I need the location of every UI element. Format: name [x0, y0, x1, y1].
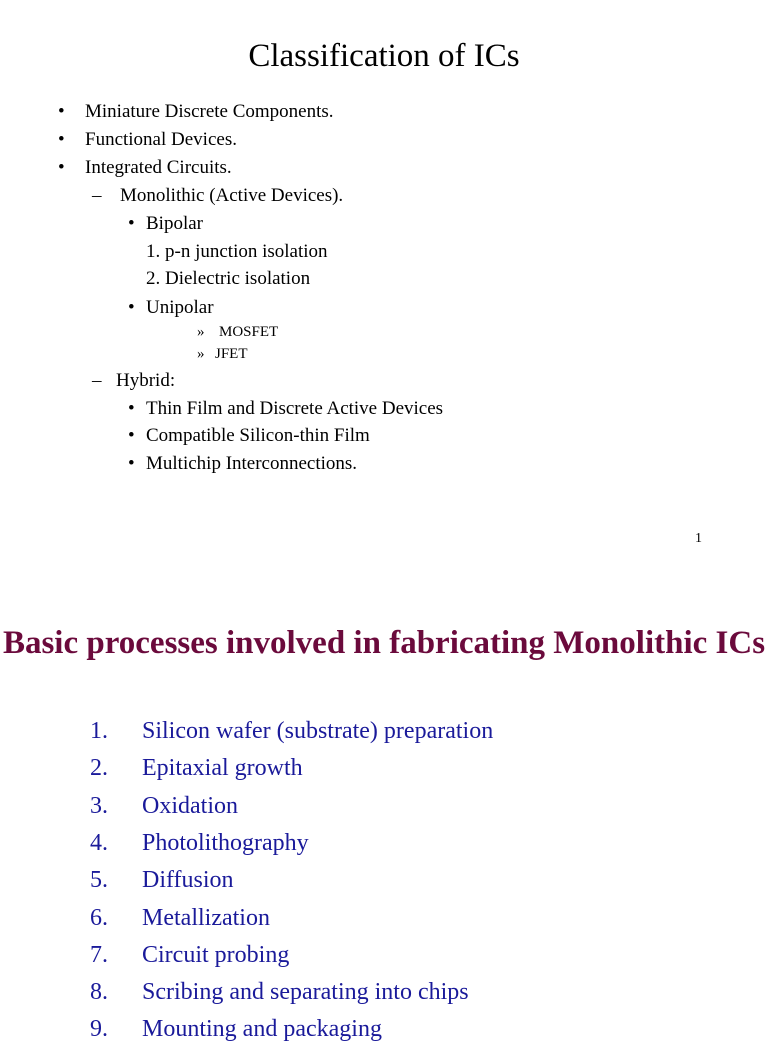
- list-item-integrated: Integrated Circuits.: [85, 157, 232, 178]
- step-number: 2.: [90, 755, 108, 781]
- list-item-jfet: JFET: [215, 346, 248, 362]
- bullet-icon: •: [58, 129, 65, 150]
- step-text: Oxidation: [142, 793, 238, 819]
- list-item-dielectric: 2. Dielectric isolation: [146, 268, 311, 289]
- step-text: Silicon wafer (substrate) preparation: [142, 718, 494, 744]
- step-text: Metallization: [142, 905, 270, 931]
- step-number: 6.: [90, 905, 108, 931]
- raquo-icon: »: [197, 346, 205, 362]
- list-item-monolithic: Monolithic (Active Devices).: [120, 185, 344, 206]
- step-number: 4.: [90, 830, 108, 856]
- list-item-functional: Functional Devices.: [85, 129, 237, 150]
- page-number: 1: [695, 531, 702, 546]
- step-number: 3.: [90, 793, 108, 819]
- step-number: 5.: [90, 867, 108, 893]
- bullet-icon: •: [128, 398, 135, 419]
- list-item-thin-film: Thin Film and Discrete Active Devices: [146, 398, 444, 419]
- list-item-miniature: Miniature Discrete Components.: [85, 101, 334, 122]
- dash-icon: –: [92, 185, 102, 206]
- list-item-unipolar: Unipolar: [146, 297, 214, 318]
- bullet-icon: •: [128, 213, 135, 234]
- step-text: Scribing and separating into chips: [142, 979, 469, 1005]
- step-number: 7.: [90, 942, 108, 968]
- bullet-icon: •: [128, 453, 135, 474]
- raquo-icon: »: [197, 324, 205, 340]
- slide2-title: Basic processes involved in fabricating Monolithic ICs: [2, 625, 766, 661]
- bullet-icon: •: [128, 425, 135, 446]
- step-text: Diffusion: [142, 867, 234, 893]
- list-item-hybrid: Hybrid:: [116, 370, 176, 391]
- step-text: Photolithography: [142, 830, 309, 856]
- bullet-icon: •: [58, 157, 65, 178]
- step-number: 8.: [90, 979, 108, 1005]
- step-number: 1.: [90, 718, 108, 744]
- bullet-icon: •: [58, 101, 65, 122]
- step-text: Epitaxial growth: [142, 755, 303, 781]
- slide1-title: Classification of ICs: [248, 38, 520, 74]
- dash-icon: –: [92, 370, 102, 391]
- list-item-mosfet: MOSFET: [219, 324, 279, 340]
- list-item-multichip: Multichip Interconnections.: [146, 453, 358, 474]
- step-text: Circuit probing: [142, 942, 290, 968]
- step-number: 9.: [90, 1016, 108, 1042]
- list-item-pn-isolation: 1. p-n junction isolation: [146, 241, 328, 262]
- list-item-bipolar: Bipolar: [146, 213, 203, 234]
- bullet-icon: •: [128, 297, 135, 318]
- list-item-compatible: Compatible Silicon-thin Film: [146, 425, 370, 446]
- step-text: Mounting and packaging: [142, 1016, 382, 1042]
